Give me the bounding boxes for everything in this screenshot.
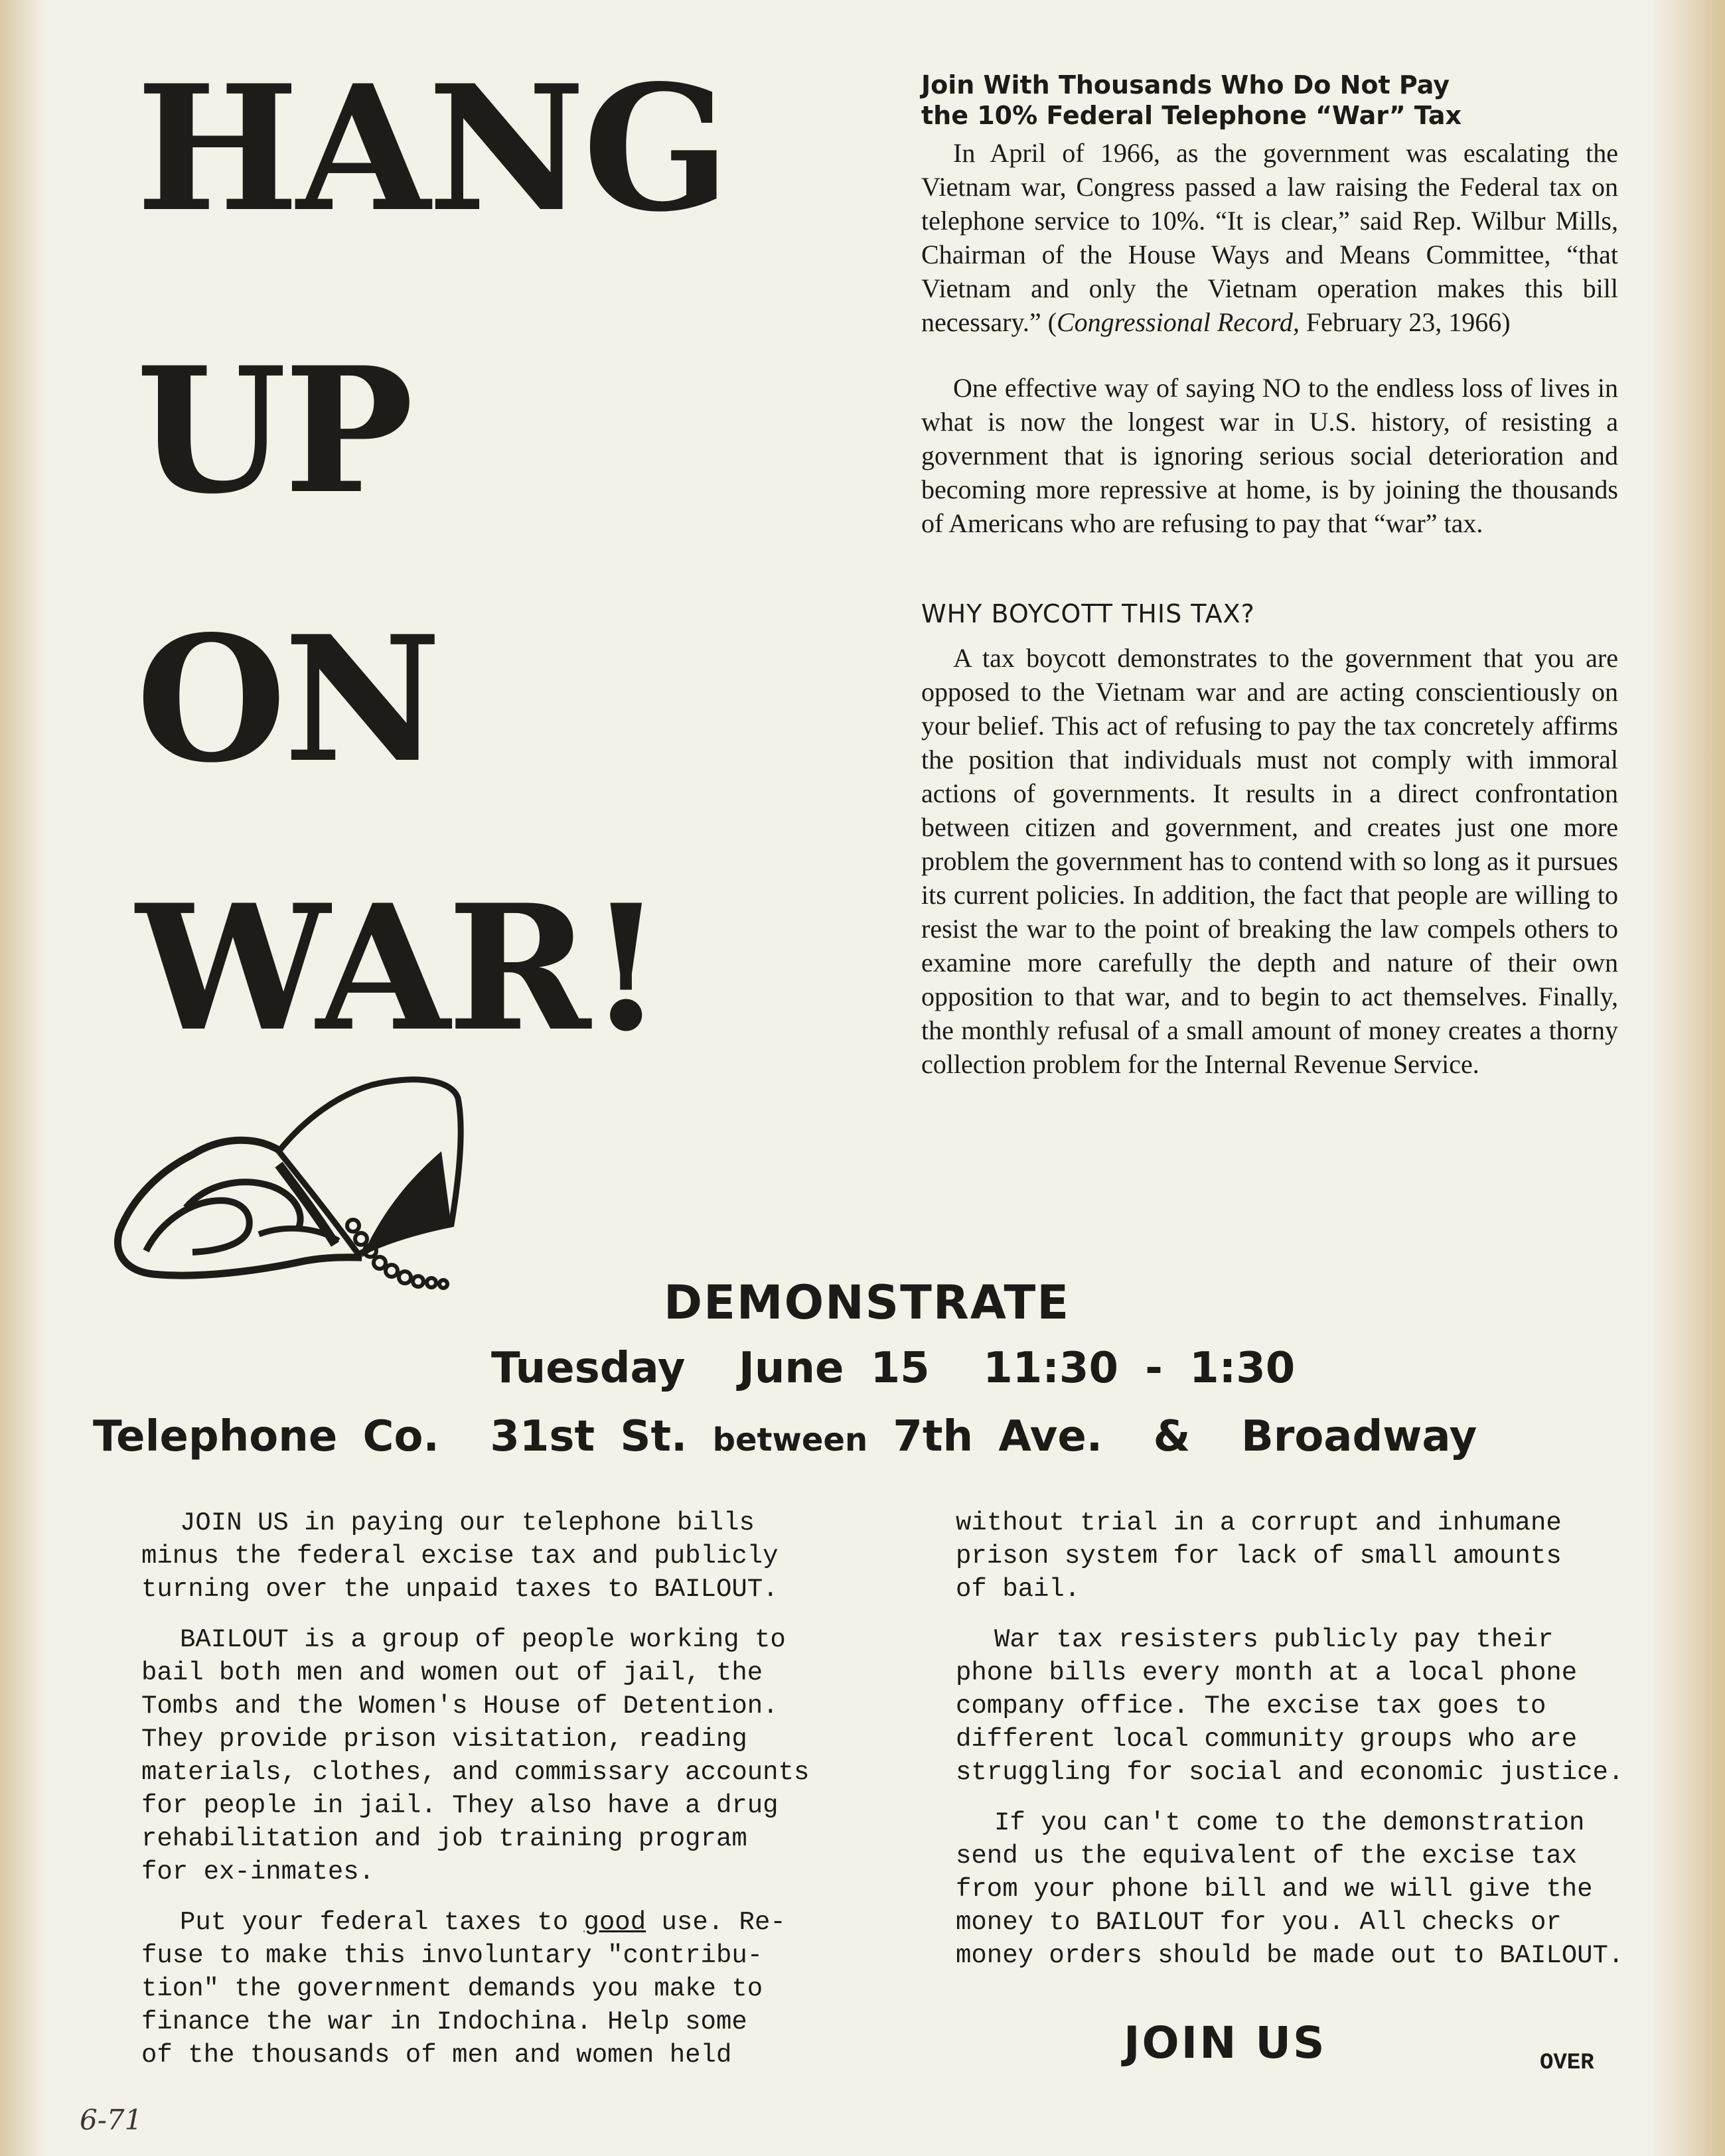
bottom-right-column [956, 1506, 1673, 1989]
paragraph-1-date: February 23, 1966) [1299, 307, 1511, 337]
article-paragraph-3: A tax boycott demonstrates to the government that you are opposed to the Vietnam war and are acting conscientiously on your belief. This act of refusing to pay the tax concretely affirms the position that individuals must not comply with immoral actions of governments. It results in a direct confrontation between citizen and government, and creates just one more problem the government has to contend with so long as it pursues its current policies. In addition, the fact that people are willing to resist the war to the point of breaking the law compels others to examine more carefully the depth and nature of their own opposition to that war, and to begin to act themselves. Finally, the monthly refusal of a small amount of money creates a thorny collection problem for the Internal Revenue Service. [921, 643, 1618, 1079]
demo-between: between [712, 1421, 868, 1459]
demo-ampersand: & [1153, 1412, 1191, 1461]
headline-on: ON [136, 599, 439, 801]
demonstrate-date-line [491, 1344, 1295, 1393]
paragraph-3-start: Put your federal taxes to [180, 1908, 584, 1937]
article-paragraph-2: One effective way of saying NO to the endless loss of lives in what is now the longest war in U.S. history, of resisting a government that is ignoring serious social deterioration and becoming more repressive at home, is by joining the thousands of Americans who are refusing to pay that “war” tax. [921, 373, 1618, 538]
demo-place-street: 31st St. [490, 1412, 688, 1461]
demo-time: 11:30 - 1:30 [983, 1344, 1296, 1393]
bottom-left-paragraph-2: BAILOUT is a group of people working to bail both men and women out of jail, the Tombs and the Women's House of Detention. They provide prison visitation, reading materials, clothes, and commissary accounts for people in jail. They also have a drug rehabilitation and job training program for ex-inmates. [141, 1625, 810, 1887]
telephone-receiver-hand-illustration [106, 1072, 478, 1291]
paragraph-1-text: In April of 1966, as the government was escalating the Vietnam war, Congress passed a law raising the Federal tax on telephone service to 10%. “It is clear,” said Rep. Wilbur Mills, Chairman of the House Ways and Means Committee, “that Vietnam and only the Vietnam operation makes this bill necessary.” ( [921, 138, 1618, 337]
headline-war: WAR! [136, 867, 662, 1070]
demonstrate-place-line [93, 1412, 1477, 1461]
headline-up: UP [136, 330, 412, 532]
demo-day: Tuesday [491, 1344, 686, 1393]
join-us-heading: JOIN US [1124, 2017, 1327, 2068]
citation: Congressional Record, [1056, 307, 1300, 337]
handwritten-date-note: 6-71 [80, 2104, 143, 2136]
paper-edge-left [0, 0, 46, 2156]
bottom-left-paragraph-3 [141, 1906, 858, 2072]
paragraph-3-rest: use. Re- fuse to make this involuntary "contribu- tion" the government demands you make to finance the war in Indochina. Help some of the thousands of men and women held [141, 1908, 786, 2070]
why-boycott-heading: WHY BOYCOTT THIS TAX? [921, 599, 1255, 628]
demo-place-broadway: Broadway [1240, 1412, 1477, 1461]
bottom-right-paragraph-2: War tax resisters publicly pay their phone bills every month at a local phone company office. The excise tax goes to different local community groups who are struggling for social and economic justice. [956, 1625, 1624, 1787]
headline-hang: HANG [136, 48, 728, 250]
over-label: OVER [1540, 2050, 1594, 2076]
bottom-right-paragraph-1: without trial in a corrupt and inhumane prison system for lack of small amounts of bail. [956, 1508, 1562, 1604]
bottom-left-paragraph-1: JOIN US in paying our telephone bills minus the federal excise tax and publicly turning over the unpaid taxes to BAILOUT. [141, 1508, 779, 1604]
article-heading-line2: the 10% Federal Telephone “War” Tax [921, 101, 1462, 130]
underlined-good: good [583, 1908, 646, 1937]
bottom-left-column [141, 1506, 858, 2089]
demo-date: June 15 [739, 1344, 930, 1393]
article-heading-line1: Join With Thousands Who Do Not Pay [921, 70, 1450, 100]
article-column [921, 70, 1618, 1081]
demo-place-avenue: 7th Ave. [893, 1412, 1103, 1461]
article-paragraph-1 [921, 136, 1618, 339]
demo-place-company: Telephone Co. [93, 1412, 439, 1461]
bottom-right-paragraph-3: If you can't come to the demonstration send us the equivalent of the excise tax from your phone bill and we will give the money to BAILOUT for you. All checks or money orders should be made out to BAILOUT. [956, 1808, 1624, 1970]
demonstrate-title: DEMONSTRATE [664, 1275, 1071, 1330]
